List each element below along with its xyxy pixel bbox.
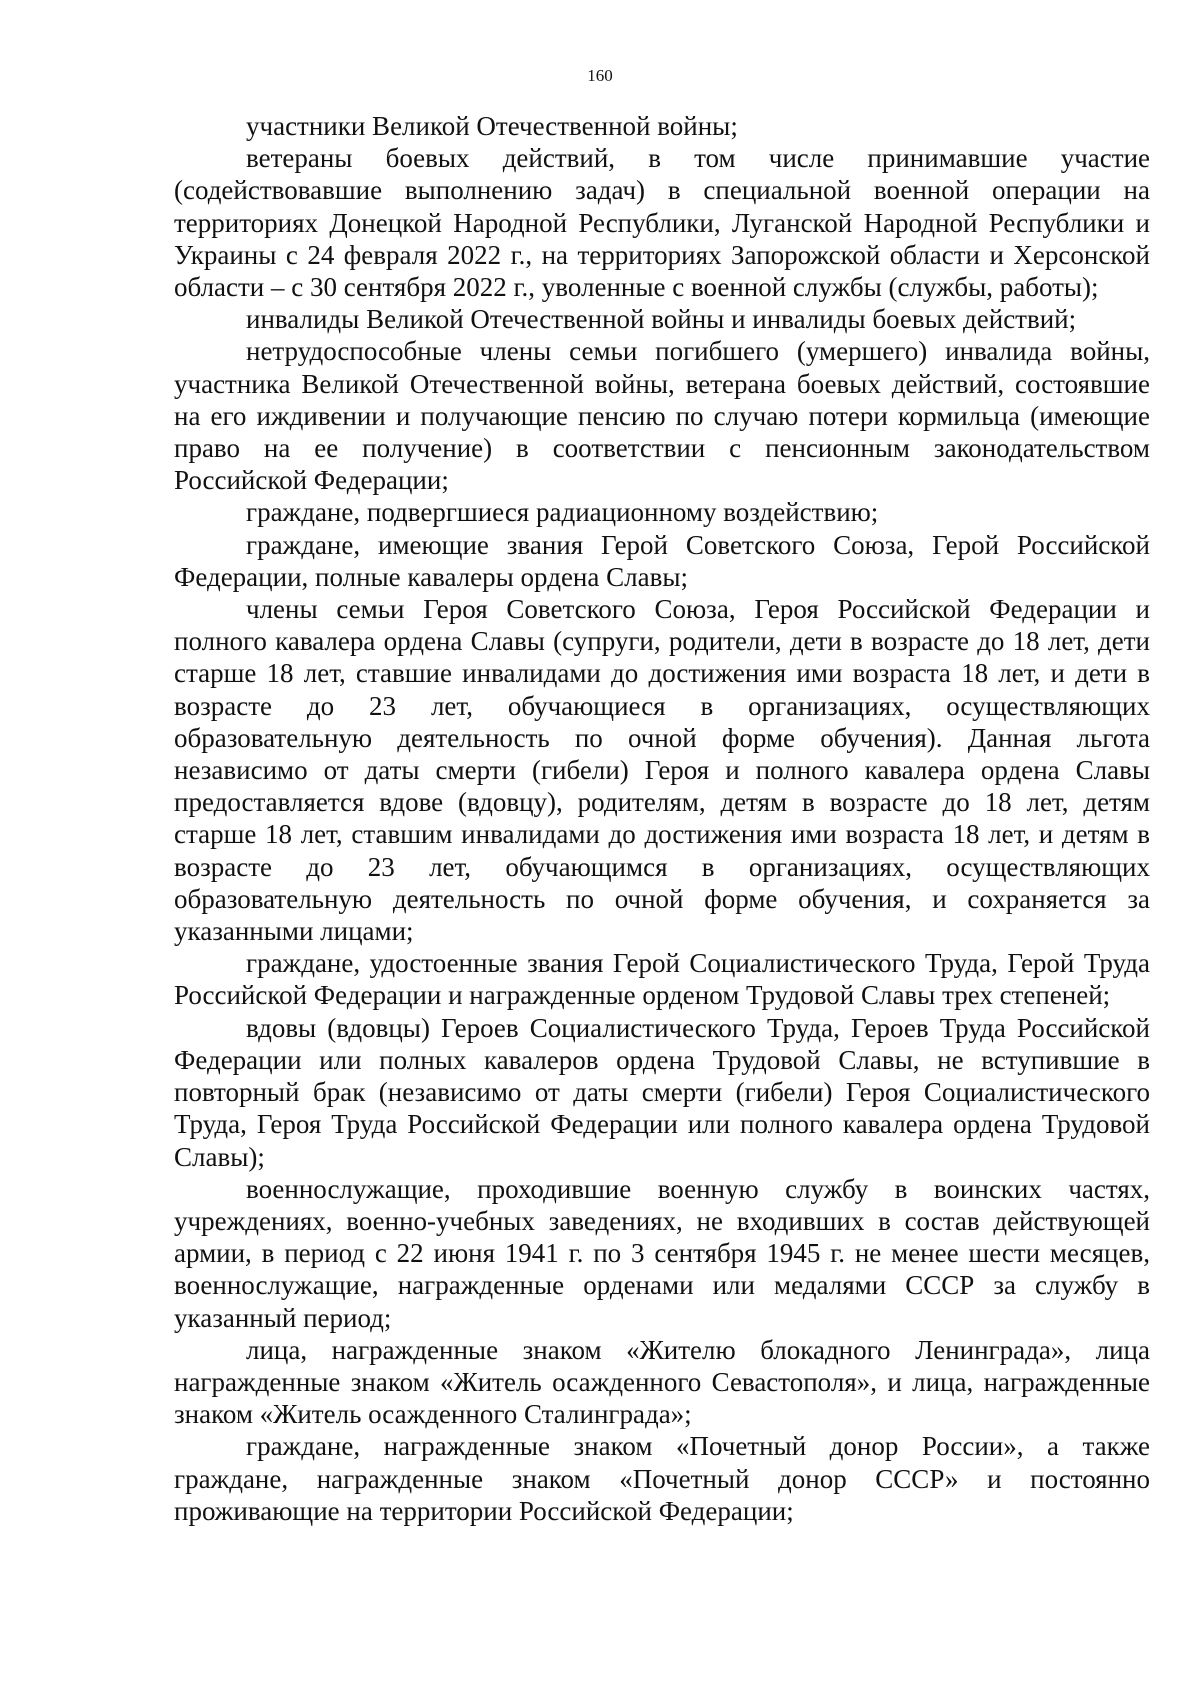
paragraph-7: члены семьи Героя Советского Союза, Героя Российской Федерации и полного кавалера ордена Славы (супруги, родители, дети в возрасте до 18 лет, дети старше 18 лет, ставшие инвалидами до достижения ими возраста 18 лет, и дети в возрасте до 23 лет, обучающиеся в организациях, осуществляющих образовательную деятельность по очной форме обучения). Данная льгота независимо от даты смерти (гибели) Героя и полного кавалера ордена Славы предоставляется вдове (вдовцу), родителям, детям в возрасте до 18 лет, детям старше 18 лет, ставшим инвалидами до достижения ими возраста 18 лет, и детям в возрасте до 23 лет, обучающимся в организациях, осуществляющих образовательную деятельность по очной форме обучения, и сохраняется за указанными лицами;	[174, 594, 1150, 947]
paragraph-5: граждане, подвергшиеся радиационному воздействию;	[246, 497, 879, 528]
paragraph-2: ветераны боевых действий, в том числе принимавшие участие (содействовавшие выполнению задач) в специальной военной операции на территориях Донецкой Народной Республики, Луганской Народной Республики и Украины с 24 февраля 2022 г., на территориях Запорожской области и Херсонской области – с 30 сентября 2022 г., уволенные с военной службы (службы, работы);	[174, 143, 1150, 303]
page-number: 160	[587, 66, 613, 85]
paragraph-12: граждане, награжденные знаком «Почетный донор России», а также граждане, награжденные знаком «Почетный донор СССР» и постоянно проживающие на территории Российской Федерации;	[174, 1431, 1150, 1526]
paragraph-9: вдовы (вдовцы) Героев Социалистического Труда, Героев Труда Российской Федерации или полных кавалеров ордена Трудовой Славы, не вступившие в повторный брак (независимо от даты смерти (гибели) Героя Социалистического Труда, Героя Труда Российской Федерации или полного кавалера ордена Трудовой Славы);	[174, 1012, 1150, 1172]
document-body	[174, 110, 1150, 1527]
paragraph-3: инвалиды Великой Отечественной войны и инвалиды боевых действий;	[246, 304, 1077, 335]
paragraph-11: лица, награжденные знаком «Жителю блокадного Ленинграда», лица награжденные знаком «Житель осажденного Севастополя», и лица, награжденные знаком «Житель осажденного Сталинграда»;	[174, 1334, 1150, 1430]
paragraph-8: граждане, удостоенные звания Герой Социалистического Труда, Герой Труда Российской Федерации и награжденные орденом Трудовой Славы трех степеней;	[174, 948, 1150, 1011]
paragraph-1: участники Великой Отечественной войны;	[246, 111, 738, 141]
paragraph-6: граждане, имеющие звания Герой Советского Союза, Герой Российской Федерации, полные кавалеры ордена Славы;	[174, 529, 1150, 592]
paragraph-10: военнослужащие, проходившие военную службу в воинских частях, учреждениях, военно-учебных заведениях, не входивших в состав действующей армии, в период с 22 июня 1941 г. по 3 сентября 1945 г. не менее шести месяцев, военнослужащие, награжденные орденами или медалями СССР за службу в указанный период;	[174, 1173, 1150, 1333]
paragraph-4: нетрудоспособные члены семьи погибшего (умершего) инвалида войны, участника Великой Отечественной войны, ветерана боевых действий, состоявшие на его иждивении и получающие пенсию по случаю потери кормильца (имеющие право на ее получение) в соответствии с пенсионным законодательством Российской Федерации;	[174, 336, 1150, 496]
